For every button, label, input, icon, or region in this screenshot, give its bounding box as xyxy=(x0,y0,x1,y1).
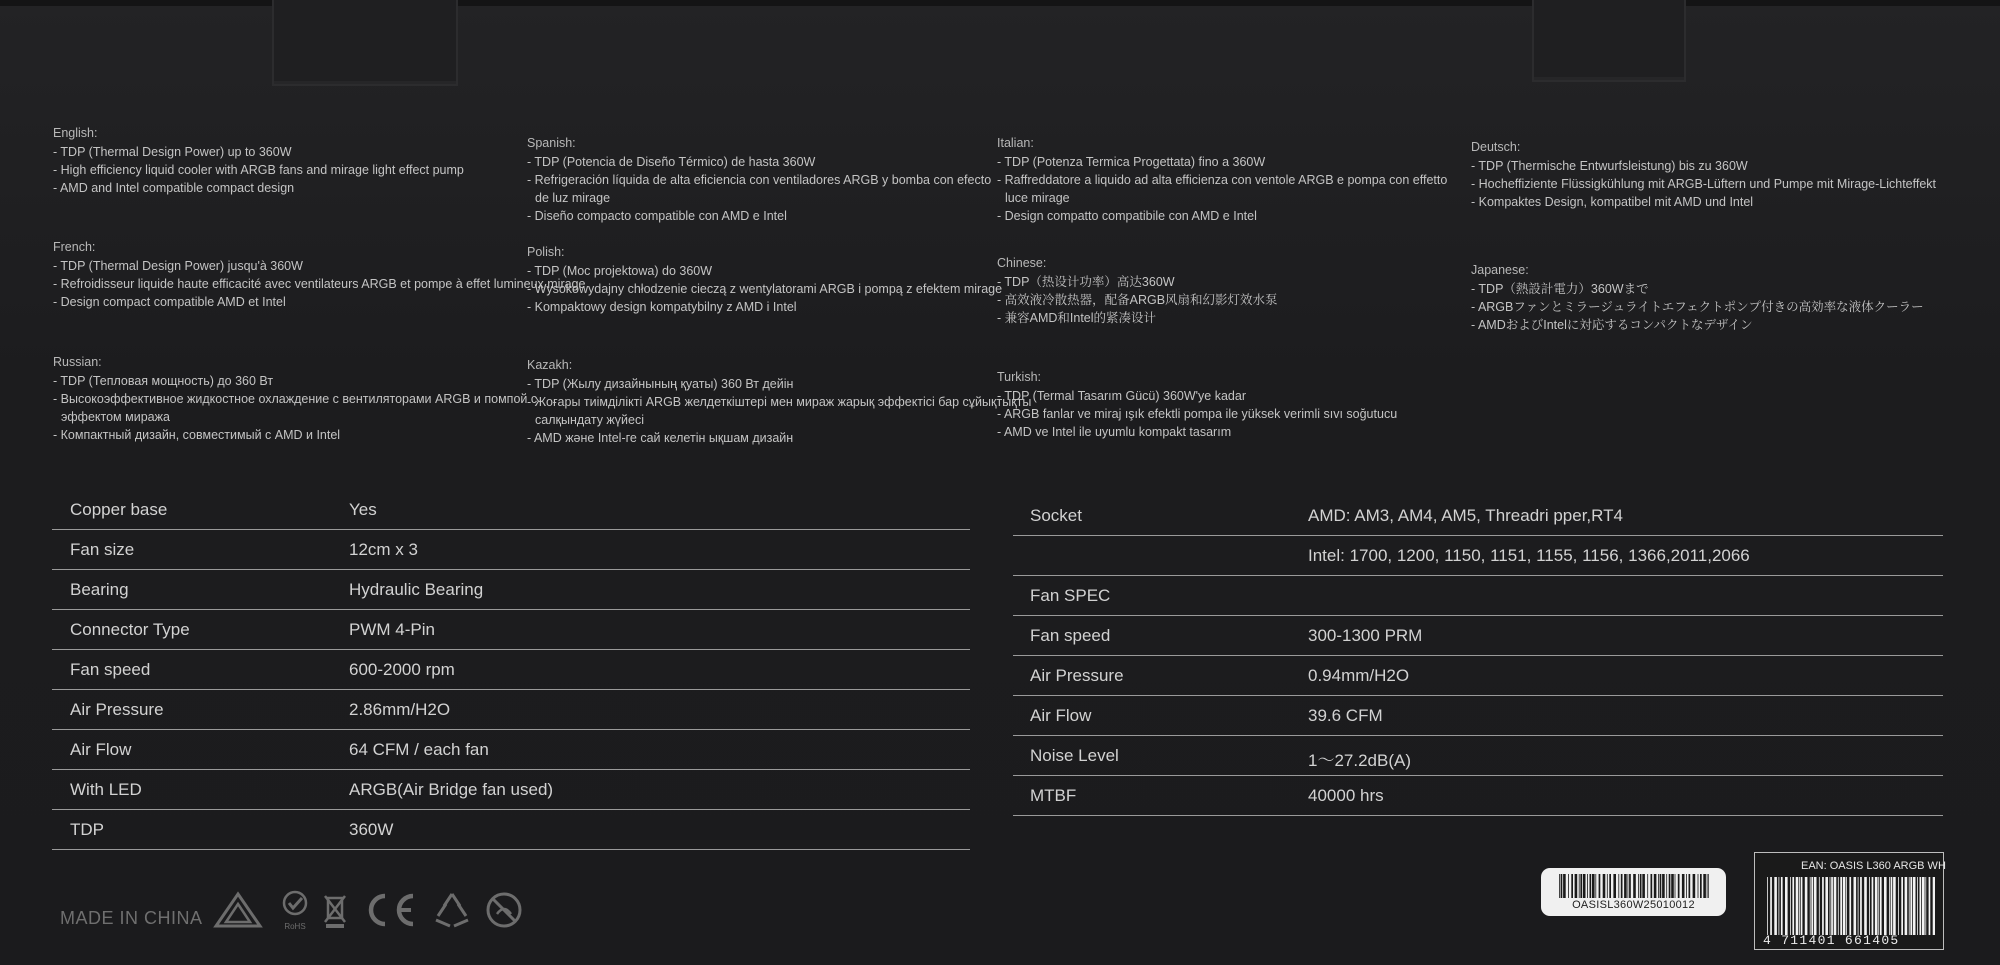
lang-turkish xyxy=(997,368,1397,441)
spec-key: MTBF xyxy=(1030,786,1077,805)
spec-table-right xyxy=(1013,496,1943,816)
barcode-bar xyxy=(1770,877,1772,935)
barcode-bar xyxy=(1669,874,1671,898)
barcode-bar xyxy=(1698,874,1699,898)
lang-title: Turkish: xyxy=(997,370,1041,384)
lang-title: Chinese: xyxy=(997,256,1047,270)
lang-line: - TDP (Potenza Termica Progettata) fino a 360W xyxy=(997,155,1266,169)
spec-table-left xyxy=(52,490,970,850)
lang-title: Spanish: xyxy=(527,136,576,150)
spec-row xyxy=(52,770,970,810)
barcode-bar xyxy=(1814,877,1817,935)
barcode-bar xyxy=(1854,877,1857,935)
lang-title: French: xyxy=(53,240,96,254)
spec-value: 2.86mm/H2O xyxy=(349,700,451,719)
lang-russian xyxy=(53,353,537,444)
ean-number: 4 711401 661405 xyxy=(1763,933,1900,948)
barcode-bar xyxy=(1628,874,1629,898)
lang-line: - Raffreddatore a liquido ad alta efficienza con ventole ARGB e pompa con effetto xyxy=(997,173,1448,187)
lang-japanese xyxy=(1471,261,1924,334)
spec-value: 12cm x 3 xyxy=(349,540,418,559)
barcode-bar xyxy=(1811,877,1813,935)
lang-line: - Компактный дизайн, совместимый с AMD и Intel xyxy=(53,428,341,442)
rohs-label: RoHS xyxy=(284,922,306,931)
barcode-bar xyxy=(1925,877,1926,935)
barcode-bar xyxy=(1618,874,1619,898)
barcode-bar xyxy=(1840,877,1842,935)
barcode-bar xyxy=(1864,877,1867,935)
spec-row xyxy=(1013,776,1943,816)
lang-line: - Kompaktes Design, kompatibel mit AMD und Intel xyxy=(1471,195,1754,209)
lang-line: - TDP（熱設計電力）360Wまで xyxy=(1471,282,1649,296)
barcode-bar xyxy=(1629,874,1631,898)
lang-polish xyxy=(527,243,1002,316)
barcode-bar xyxy=(1796,877,1799,935)
lang-line: - Design compatto compatibile con AMD e Intel xyxy=(997,209,1257,223)
barcode-bar xyxy=(1898,877,1899,935)
serial-barcode xyxy=(1559,874,1709,898)
lang-line: - TDP（热设计功率）高达360W xyxy=(997,275,1175,289)
barcode-bar xyxy=(1913,877,1916,935)
barcode-bar xyxy=(1595,874,1596,898)
barcode-bar xyxy=(1607,874,1608,898)
spec-row xyxy=(52,650,970,690)
barcode-bar xyxy=(1880,877,1882,935)
rohs-icon xyxy=(281,890,309,930)
lang-title: Deutsch: xyxy=(1471,140,1521,154)
recycle-arrows-icon xyxy=(430,890,474,930)
barcode-bar xyxy=(1878,877,1879,935)
barcode-bar xyxy=(1561,874,1563,898)
spec-key: Air Pressure xyxy=(1030,666,1124,685)
spec-value: Yes xyxy=(349,500,377,519)
barcode-bar xyxy=(1875,877,1878,935)
no-waste-icon xyxy=(484,890,524,930)
spec-key: Air Flow xyxy=(70,740,132,759)
lang-line: - Design compact compatible AMD et Intel xyxy=(53,295,286,309)
spec-row xyxy=(1013,656,1943,696)
lang-line: - Высокоэффективное жидкостное охлаждение с вентиляторами ARGB и помпой с xyxy=(53,392,538,406)
lang-title: Kazakh: xyxy=(527,358,573,372)
lang-line: эффектом миража xyxy=(61,410,170,424)
ean-label xyxy=(1754,852,1944,950)
barcode-bar xyxy=(1884,877,1887,935)
barcode-bar xyxy=(1819,877,1820,935)
spec-row xyxy=(52,610,970,650)
recycle-triangle-icon xyxy=(212,890,264,930)
barcode-bar xyxy=(1905,877,1908,935)
spec-key: Fan speed xyxy=(70,660,151,679)
lang-line: - High efficiency liquid cooler with ARGB fans and mirage light effect pump xyxy=(53,163,464,177)
spec-row xyxy=(1013,496,1943,536)
lang-deutsch xyxy=(1471,138,1936,211)
spec-value: 600-2000 rpm xyxy=(349,660,455,679)
barcode-bar xyxy=(1779,877,1780,935)
spec-value: 360W xyxy=(349,820,394,839)
barcode-bar xyxy=(1810,877,1811,935)
barcode-bar xyxy=(1792,877,1794,935)
barcode-bar xyxy=(1917,877,1918,935)
lang-line: - Refrigeración líquida de alta eficiencia con ventiladores ARGB y bomba con efecto xyxy=(527,173,992,187)
spec-key: Noise Level xyxy=(1030,746,1119,765)
lang-line: - TDP (Thermal Design Power) up to 360W xyxy=(53,145,292,159)
barcode-bar xyxy=(1767,877,1768,935)
barcode-bar xyxy=(1790,877,1791,935)
lang-line: - TDP (Termal Tasarım Gücü) 360W'ye kadar xyxy=(997,389,1246,403)
barcode-bar xyxy=(1686,874,1687,898)
lang-line: luce mirage xyxy=(1005,191,1070,205)
ean-header: EAN: OASIS L360 ARGB WH xyxy=(1801,860,1946,872)
barcode-bar xyxy=(1910,877,1912,935)
barcode-bar xyxy=(1642,874,1645,898)
barcode-bar xyxy=(1603,874,1606,898)
spec-value: PWM 4-Pin xyxy=(349,620,435,639)
barcode-bar xyxy=(1689,874,1691,898)
barcode-bar xyxy=(1805,877,1808,935)
barcode-bar xyxy=(1838,877,1839,935)
barcode-bar xyxy=(1858,877,1859,935)
barcode-bar xyxy=(1571,874,1573,898)
barcode-bar xyxy=(1660,874,1662,898)
barcode-bar xyxy=(1647,874,1648,898)
barcode-bar xyxy=(1922,877,1925,935)
barcode-bar xyxy=(1671,874,1674,898)
barcode-bar xyxy=(1580,874,1582,898)
lang-line: салқындату жүйесі xyxy=(535,413,644,427)
spec-value: AMD: AM3, AM4, AM5, Threadri pper,RT4 xyxy=(1308,506,1623,525)
ce-mark-icon xyxy=(361,890,417,930)
barcode-bar xyxy=(1613,874,1616,898)
barcode-bar xyxy=(1559,874,1560,898)
lang-line: - TDP (Moc projektowa) do 360W xyxy=(527,264,713,278)
barcode-bar xyxy=(1893,877,1896,935)
barcode-bar xyxy=(1703,874,1706,898)
barcode-bar xyxy=(1592,874,1595,898)
barcode-bar xyxy=(1675,874,1676,898)
barcode-bar xyxy=(1678,874,1680,898)
barcode-bar xyxy=(1801,877,1803,935)
barcode-bar xyxy=(1846,877,1847,935)
spec-value: ARGB(Air Bridge fan used) xyxy=(349,780,554,799)
barcode-bar xyxy=(1933,877,1935,935)
barcode-bar xyxy=(1834,877,1837,935)
serial-code: OASISL360W25010012 xyxy=(1572,899,1695,911)
lang-english xyxy=(53,124,464,197)
barcode-bar xyxy=(1781,877,1783,935)
spec-value: Hydraulic Bearing xyxy=(349,580,484,599)
spec-row xyxy=(1013,576,1943,616)
lang-french xyxy=(53,238,585,311)
lang-line: - TDP (Thermal Design Power) jusqu'à 360W xyxy=(53,259,303,273)
lang-line: - Hocheffiziente Flüssigkühlung mit ARGB-Lüftern und Pumpe mit Mirage-Lichteffekt xyxy=(1471,177,1937,191)
spec-key: Fan size xyxy=(70,540,135,559)
spec-key: Air Flow xyxy=(1030,706,1092,725)
spec-value: 300-1300 PRM xyxy=(1308,626,1423,645)
barcode-bar xyxy=(1872,877,1874,935)
lang-line: - TDP (Potencia de Diseño Térmico) de hasta 360W xyxy=(527,155,816,169)
barcode-bar xyxy=(1799,877,1800,935)
spec-row xyxy=(52,530,970,570)
barcode-bar xyxy=(1568,874,1569,898)
barcode-bar xyxy=(1682,874,1685,898)
lang-line: - Wysokowydajny chłodzenie cieczą z wentylatorami ARGB i pompą z efektem mirage xyxy=(527,282,1003,296)
spec-value: 64 CFM / each fan xyxy=(349,740,489,759)
barcode-bar xyxy=(1869,877,1870,935)
lang-line: - ARGBファンとミラージュライトエフェクトポンプ付きの高効率な液体クーラー xyxy=(1471,300,1924,314)
barcode-bar xyxy=(1599,874,1601,898)
barcode-bar xyxy=(1929,877,1931,935)
spec-row xyxy=(52,570,970,610)
barcode-bar xyxy=(1579,874,1580,898)
spec-key: Copper base xyxy=(70,500,168,519)
spec-key: Air Pressure xyxy=(70,700,164,719)
lang-line: - ARGB fanlar ve miraj ışık efektli pompa ile yüksek verimli sıvı soğutucu xyxy=(997,407,1398,421)
barcode-bar xyxy=(1889,877,1890,935)
lang-title: English: xyxy=(53,126,98,140)
spec-row xyxy=(1013,616,1943,656)
weee-bin-icon xyxy=(322,890,348,930)
barcode-bar xyxy=(1575,874,1578,898)
spec-row xyxy=(1013,696,1943,736)
barcode-bar xyxy=(1583,874,1586,898)
spec-key: Fan SPEC xyxy=(1030,586,1111,605)
barcode-bar xyxy=(1587,874,1588,898)
left-flap xyxy=(272,0,458,86)
lang-line: - AMD and Intel compatible compact design xyxy=(53,181,295,195)
lang-line: - 高效液冷散热器，配备ARGB风扇和幻影灯效水泵 xyxy=(997,293,1278,307)
barcode-bar xyxy=(1822,877,1824,935)
spec-key: Socket xyxy=(1030,506,1082,525)
barcode-bar xyxy=(1624,874,1627,898)
spec-key: TDP xyxy=(70,820,104,839)
lang-chinese xyxy=(997,254,1278,327)
lang-spanish xyxy=(527,134,991,225)
lang-title: Polish: xyxy=(527,245,565,259)
barcode-bar xyxy=(1708,874,1709,898)
spec-value: 40000 hrs xyxy=(1308,786,1384,805)
lang-title: Italian: xyxy=(997,136,1034,150)
ean-barcode xyxy=(1767,877,1935,935)
spec-row xyxy=(1013,536,1943,576)
barcode-bar xyxy=(1621,874,1623,898)
spec-row xyxy=(52,810,970,850)
spec-key: Connector Type xyxy=(70,620,190,639)
barcode-bar xyxy=(1785,877,1788,935)
lang-line: de luz mirage xyxy=(535,191,611,205)
barcode-bar xyxy=(1640,874,1642,898)
lang-italian xyxy=(997,134,1447,225)
lang-line: - TDP (Thermische Entwurfsleistung) bis zu 360W xyxy=(1471,159,1748,173)
spec-value: Intel: 1700, 1200, 1150, 1151, 1155, 1156, 1366,2011,2066 xyxy=(1308,546,1750,565)
barcode-bar xyxy=(1891,877,1893,935)
barcode-bar xyxy=(1693,874,1696,898)
barcode-bar xyxy=(1590,874,1592,898)
lang-line: - Refroidisseur liquide haute efficacité avec ventilateurs ARGB et pompe à effet lumineux mirage xyxy=(53,277,586,291)
barcode-bar xyxy=(1609,874,1611,898)
lang-line: - Жоғары тиімділікті ARGB желдеткіштері мен мираж жарық эффектісі бар сұйықтықты xyxy=(527,395,1032,409)
lang-line: - TDP (Жылу дизайнының қуаты) 360 Вт дейін xyxy=(527,377,794,391)
barcode-bar xyxy=(1849,877,1851,935)
spec-row xyxy=(1013,736,1943,776)
lang-title: Japanese: xyxy=(1471,263,1529,277)
lang-kazakh xyxy=(527,356,1031,447)
spec-value: 0.94mm/H2O xyxy=(1308,666,1410,685)
barcode-bar xyxy=(1563,874,1566,898)
barcode-bar xyxy=(1700,874,1702,898)
barcode-bar xyxy=(1658,874,1659,898)
lang-line: - AMD және Intel-ге сай келетін ықшам дизайн xyxy=(527,431,794,445)
spec-value: 1～27.2dB(A) xyxy=(1308,751,1411,770)
barcode-bar xyxy=(1707,874,1708,898)
barcode-bar xyxy=(1654,874,1657,898)
serial-barcode-label xyxy=(1541,868,1726,916)
spec-row xyxy=(52,730,970,770)
barcode-bar xyxy=(1662,874,1665,898)
barcode-bar xyxy=(1830,877,1831,935)
barcode-bar xyxy=(1831,877,1833,935)
spec-value: 39.6 CFM xyxy=(1308,706,1383,725)
spec-key: Fan speed xyxy=(1030,626,1111,645)
right-flap xyxy=(1532,0,1686,82)
lang-line: - AMD ve Intel ile uyumlu kompakt tasarım xyxy=(997,425,1232,439)
barcode-bar xyxy=(1774,877,1777,935)
barcode-bar xyxy=(1638,874,1639,898)
barcode-bar xyxy=(1843,877,1846,935)
spec-key: Bearing xyxy=(70,580,129,599)
barcode-bar xyxy=(1651,874,1653,898)
barcode-bar xyxy=(1920,877,1922,935)
lang-line: - AMDおよびIntelに対応するコンパクトなデザイン xyxy=(1471,318,1753,332)
spec-row xyxy=(52,690,970,730)
lang-line: - Kompaktowy design kompatybilny z AMD i Intel xyxy=(527,300,797,314)
barcode-bar xyxy=(1825,877,1828,935)
lang-line: - TDP (Тепловая мощность) до 360 Вт xyxy=(53,374,274,388)
barcode-bar xyxy=(1909,877,1910,935)
lang-title: Russian: xyxy=(53,355,102,369)
barcode-bar xyxy=(1901,877,1903,935)
made-in-label: MADE IN CHINA xyxy=(60,908,203,928)
spec-row xyxy=(52,490,970,530)
spec-key: With LED xyxy=(70,780,142,799)
lang-line: - 兼容AMD和Intel的紧凑设计 xyxy=(997,311,1157,325)
barcode-bar xyxy=(1860,877,1862,935)
lang-line: - Diseño compacto compatible con AMD e Intel xyxy=(527,209,787,223)
barcode-bar xyxy=(1666,874,1667,898)
barcode-bar xyxy=(1633,874,1636,898)
